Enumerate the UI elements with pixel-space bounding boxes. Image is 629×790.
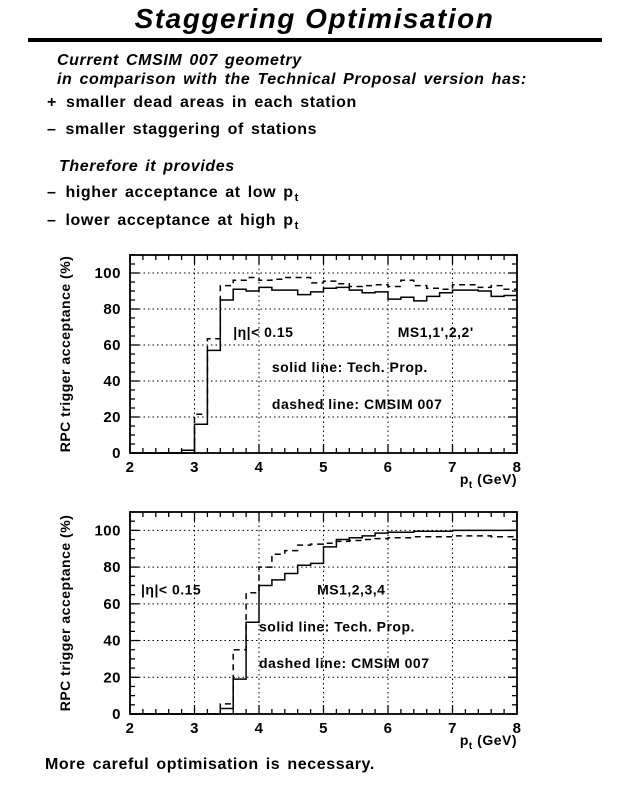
- y-tick-label: 100: [94, 522, 121, 540]
- x-tick-label: 8: [512, 459, 522, 476]
- footer-text: More careful optimisation is necessary.: [45, 756, 375, 773]
- x-tick-label: 6: [383, 720, 393, 737]
- x-axis-label: $p_t$ (GeV): [459, 471, 517, 491]
- x-tick-label: 3: [190, 459, 199, 476]
- annotation: |η|< 0.15: [233, 323, 294, 340]
- x-tick-label: 5: [319, 459, 328, 476]
- bullet-text: higher acceptance at low p: [65, 184, 294, 201]
- pt-subscript: t: [294, 220, 299, 232]
- bullet-text: smaller dead areas in each station: [65, 94, 357, 111]
- bullet-marker: +: [47, 94, 57, 111]
- provides-heading: Therefore it provides: [59, 158, 235, 175]
- annotation: MS1,2,3,4: [317, 581, 386, 598]
- x-tick-label: 4: [254, 720, 264, 737]
- y-tick-label: 40: [103, 632, 121, 650]
- y-tick-label: 80: [103, 559, 121, 577]
- x-axis-label: $p_t$ (GeV): [459, 732, 517, 752]
- y-tick-label: 60: [103, 595, 121, 613]
- x-tick-label: 2: [125, 720, 135, 737]
- pt-subscript: t: [294, 192, 299, 204]
- x-tick-label: 4: [254, 459, 264, 476]
- y-tick-label: 20: [103, 669, 121, 687]
- acceptance-chart-ms1234: [40, 505, 629, 755]
- y-tick-label: 60: [103, 337, 121, 354]
- annotation: solid line: Tech. Prop.: [271, 359, 428, 375]
- x-tick-label: 6: [383, 459, 393, 476]
- annotation: dashed line: CMSIM 007: [271, 395, 443, 412]
- annotation: |η|< 0.15: [141, 581, 202, 598]
- bullet-marker: –: [47, 212, 57, 229]
- y-tick-label: 20: [103, 409, 121, 426]
- intro-line-2: in comparison with the Technical Proposal version has:: [57, 71, 527, 88]
- bullet-marker: –: [47, 184, 57, 201]
- y-tick-label: 40: [103, 373, 121, 390]
- bullet-text: lower acceptance at high p: [65, 212, 294, 229]
- acceptance-chart-ms1122: [40, 248, 629, 494]
- page-title: Staggering Optimisation: [134, 3, 495, 34]
- x-tick-label: 2: [125, 459, 135, 476]
- bullet-marker: –: [47, 121, 57, 138]
- x-tick-label: 7: [448, 720, 457, 737]
- y-axis-label: RPC trigger acceptance (%): [57, 255, 73, 453]
- title-underline: [28, 38, 602, 42]
- provides-bullet-low-pt: [47, 184, 299, 204]
- y-tick-label: 0: [112, 445, 121, 462]
- intro-bullet-minus: [47, 121, 317, 139]
- x-tick-label: 5: [319, 720, 328, 737]
- y-axis-label: RPC trigger acceptance (%): [57, 514, 73, 712]
- y-tick-label: 80: [103, 301, 121, 318]
- y-tick-label: 100: [94, 265, 121, 282]
- x-tick-label: 8: [512, 720, 522, 737]
- bullet-text: smaller staggering of stations: [65, 121, 318, 138]
- x-tick-label: 3: [190, 720, 199, 737]
- x-tick-label: 7: [448, 459, 457, 476]
- y-tick-label: 0: [112, 706, 121, 723]
- annotation: solid line: Tech. Prop.: [259, 618, 415, 635]
- provides-bullet-high-pt: [47, 212, 299, 232]
- intro-line-1: Current CMSIM 007 geometry: [57, 52, 302, 69]
- annotation: MS1,1',2,2': [397, 323, 474, 340]
- intro-bullet-plus: [47, 94, 357, 112]
- annotation: dashed line: CMSIM 007: [259, 655, 430, 672]
- intro-paragraph: [57, 51, 527, 89]
